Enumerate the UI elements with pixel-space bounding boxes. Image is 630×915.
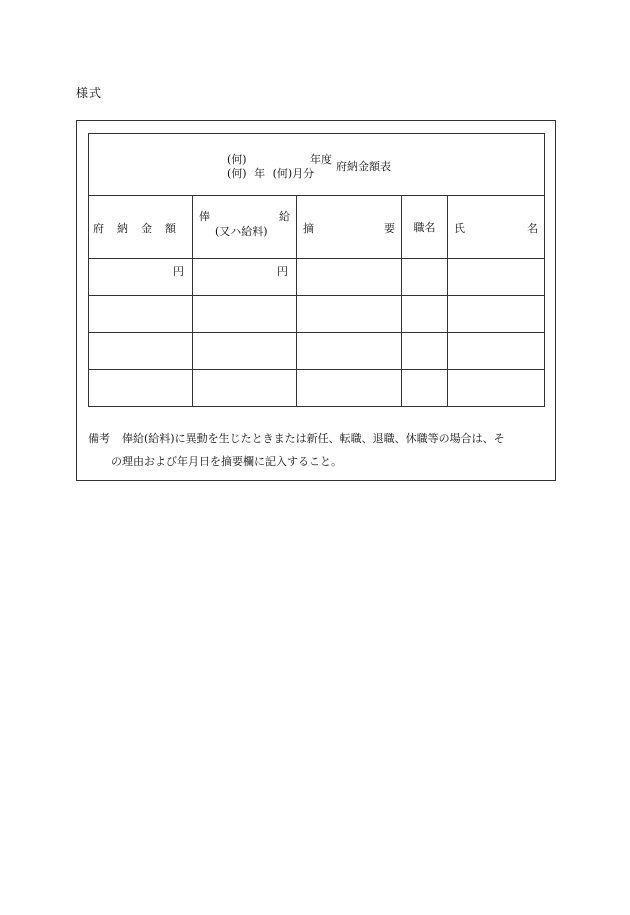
header-remarks-left: 摘 [303,222,314,235]
table-row [89,296,545,333]
payment-amount-table [88,133,545,407]
note-text-1: 俸給(給料)に異動を生じたときまたは新任、転職、退職、休職等の場合は、そ [122,432,505,445]
table-row [89,259,545,296]
job-title-cell[interactable] [402,296,448,333]
header-remarks [297,196,402,259]
table-row [89,370,545,407]
salary-cell[interactable] [193,333,297,370]
header-remarks-right: 要 [384,222,395,235]
note-line-2 [88,450,550,473]
header-payment-amount [89,196,193,259]
header-name-left: 氏 [454,222,465,235]
title-year-placeholder: (何) [227,167,247,180]
remarks-cell[interactable] [297,296,402,333]
header-salary-left: 俸 [199,210,210,223]
payment-amount-cell[interactable] [89,259,193,296]
name-cell[interactable] [448,259,545,296]
job-title-cell[interactable] [402,333,448,370]
salary-cell[interactable] [193,370,297,407]
table-title [227,151,427,181]
header-payment-amount-label: 府 納 金 額 [93,222,177,235]
salary-cell[interactable] [193,296,297,333]
title-year: 年 [254,167,266,180]
title-fiscal-year: 年度 [310,153,332,166]
yen-unit: 円 [277,265,288,278]
header-name [448,196,545,259]
name-cell[interactable] [448,370,545,407]
header-job-title [402,196,448,259]
header-salary-right: 給 [279,210,290,223]
yen-unit: 円 [173,265,184,278]
table-row [89,333,545,370]
job-title-cell[interactable] [402,259,448,296]
payment-amount-cell[interactable] [89,333,193,370]
note-text-2: の理由および年月日を摘要欄に記入すること。 [111,455,342,468]
job-title-cell[interactable] [402,370,448,407]
name-cell[interactable] [448,333,545,370]
salary-cell[interactable] [193,259,297,296]
form-label: 様式 [76,86,103,100]
remarks-cell[interactable] [297,333,402,370]
title-month: 月分 [292,167,315,180]
table-title-cell [89,134,545,196]
payment-amount-cell[interactable] [89,296,193,333]
header-job-title-label: 職名 [413,221,436,234]
payment-amount-cell[interactable] [89,370,193,407]
remarks-cell[interactable] [297,370,402,407]
header-salary-sub: (又ハ給料) [215,225,268,238]
note-label: 備考 [88,432,110,445]
title-month-placeholder: (何) [272,167,293,180]
name-cell[interactable] [448,296,545,333]
remarks-cell[interactable] [297,259,402,296]
note-line-1 [88,427,550,450]
form-frame [76,120,556,481]
title-line-2 [227,165,314,181]
header-name-right: 名 [527,222,539,235]
remarks-note [88,427,550,473]
title-what-placeholder: (何) [227,153,247,166]
header-salary [193,196,297,259]
title-suffix: 府納金額表 [336,160,391,173]
